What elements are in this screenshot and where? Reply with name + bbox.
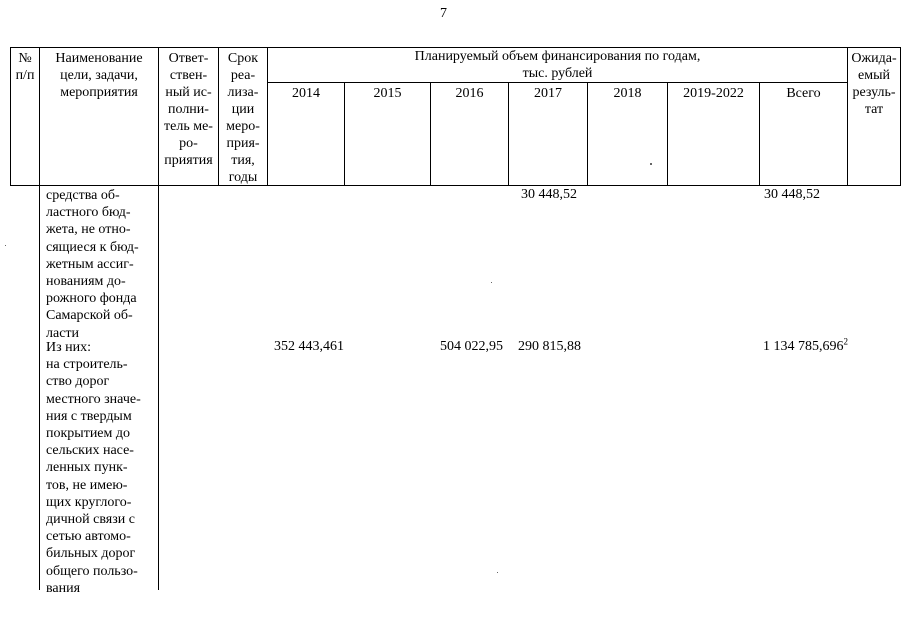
cell-roads-total-value: 1 134 785,696 [763, 339, 844, 354]
scan-speck [5, 245, 6, 246]
header-financing: Планируемый объем финансирования по годам, тыс. рублей [414, 49, 701, 81]
year-2015: 2015 [373, 86, 402, 101]
cell-regional-budget-total: 30 448,52 [764, 187, 820, 202]
cell-roads-2014: 352 443,461 [274, 339, 344, 354]
cell-regional-budget-2017: 30 448,52 [521, 187, 577, 202]
header-expected: Ожида- емый резуль- тат [851, 51, 897, 117]
page-number: 7 [440, 6, 447, 21]
year-2018: 2018 [613, 86, 642, 101]
year-total: Всего [786, 86, 821, 101]
header-responsible: Ответ- ствен- ный ис- полни- тель ме- ро- приятия [164, 51, 213, 168]
row-text-regional-budget: средства об- ластного бюд- жета, не отно- сящиеся к бюд- жетным ассиг- нованиям до- рожного фонда Самарской об- ласти [46, 188, 139, 341]
scan-speck [497, 572, 498, 573]
header-num: № п/п [15, 51, 35, 83]
year-2014: 2014 [292, 86, 320, 101]
year-2017: 2017 [534, 86, 562, 101]
row-text-road-construction: Из них: на строитель- ство дорог местного значе- ния с твердым покрытием до сельских насе- ленных пунк- тов, не имею- щих круглого- дичной связи с сетью автомо- бильных дорог общего пользо- вания [46, 340, 141, 596]
header-name: Наименование цели, задачи, мероприятия [55, 51, 143, 100]
footnote-marker: 2 [843, 336, 848, 347]
scan-speck [491, 282, 492, 283]
header-term: Срок реа- лиза- ции меро- прия- тия, годы [226, 51, 260, 185]
scan-speck [650, 163, 652, 165]
cell-roads-2016: 504 022,95 [440, 339, 503, 354]
year-2019-2022: 2019-2022 [683, 86, 744, 101]
year-2016: 2016 [455, 86, 484, 101]
cell-roads-total [763, 338, 848, 355]
cell-roads-2017: 290 815,88 [518, 339, 581, 354]
